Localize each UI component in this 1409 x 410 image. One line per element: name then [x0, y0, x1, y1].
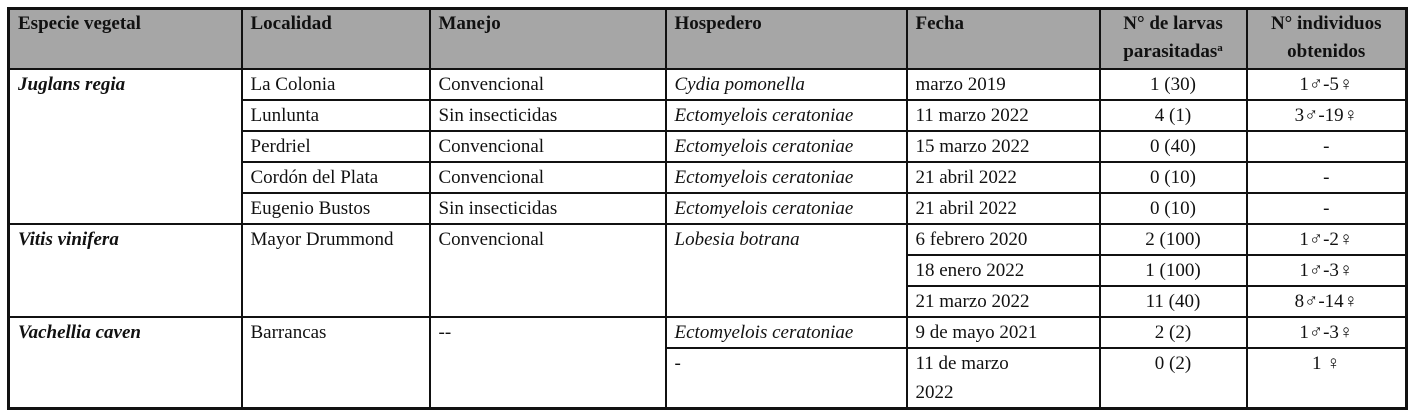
- cell-manejo: --: [430, 317, 666, 409]
- cell-larvas: 0 (40): [1100, 131, 1247, 162]
- cell-larvas: 2 (2): [1100, 317, 1247, 348]
- cell-hospedero: Lobesia botrana: [666, 224, 907, 317]
- cell-fecha: 21 marzo 2022: [907, 286, 1100, 317]
- cell-hospedero: Ectomyelois ceratoniae: [666, 162, 907, 193]
- cell-manejo: Convencional: [430, 69, 666, 100]
- cell-manejo: Convencional: [430, 131, 666, 162]
- cell-individuos: 1♂-3♀: [1247, 255, 1407, 286]
- cell-especie: Vitis vinifera: [9, 224, 242, 317]
- header-individuos: N° individuos obtenidos: [1247, 9, 1407, 70]
- header-larvas-label: N° de larvas parasitadas: [1123, 13, 1223, 62]
- cell-individuos: 8♂-14♀: [1247, 286, 1407, 317]
- cell-individuos: 1♂-3♀: [1247, 317, 1407, 348]
- cell-hospedero: Ectomyelois ceratoniae: [666, 317, 907, 348]
- cell-fecha: 9 de mayo 2021: [907, 317, 1100, 348]
- cell-individuos: 1♂-2♀: [1247, 224, 1407, 255]
- cell-especie: Vachellia caven: [9, 317, 242, 409]
- cell-fecha: 15 marzo 2022: [907, 131, 1100, 162]
- cell-localidad: Cordón del Plata: [242, 162, 430, 193]
- cell-larvas: 0 (10): [1100, 193, 1247, 224]
- cell-fecha: 21 abril 2022: [907, 193, 1100, 224]
- cell-especie: Juglans regia: [9, 69, 242, 224]
- cell-larvas: 11 (40): [1100, 286, 1247, 317]
- cell-individuos: 3♂-19♀: [1247, 100, 1407, 131]
- cell-larvas: 4 (1): [1100, 100, 1247, 131]
- cell-manejo: Sin insecticidas: [430, 100, 666, 131]
- table-row: [9, 69, 1407, 100]
- header-row: [9, 9, 1407, 70]
- footnote-marker: a: [1217, 42, 1223, 54]
- cell-hospedero: Ectomyelois ceratoniae: [666, 100, 907, 131]
- cell-manejo: Convencional: [430, 224, 666, 317]
- cell-individuos: 1 ♀: [1247, 348, 1407, 409]
- header-localidad: Localidad: [242, 9, 430, 70]
- results-table: [7, 7, 1408, 410]
- cell-hospedero: -: [666, 348, 907, 409]
- cell-larvas: 2 (100): [1100, 224, 1247, 255]
- cell-fecha: marzo 2019: [907, 69, 1100, 100]
- header-larvas: [1100, 9, 1247, 70]
- cell-individuos: -: [1247, 131, 1407, 162]
- cell-larvas: 0 (10): [1100, 162, 1247, 193]
- header-especie: Especie vegetal: [9, 9, 242, 70]
- cell-fecha: 11 marzo 2022: [907, 100, 1100, 131]
- cell-hospedero: Cydia pomonella: [666, 69, 907, 100]
- cell-individuos: 1♂-5♀: [1247, 69, 1407, 100]
- cell-manejo: Sin insecticidas: [430, 193, 666, 224]
- cell-larvas: 0 (2): [1100, 348, 1247, 409]
- cell-individuos: -: [1247, 162, 1407, 193]
- table-row: [9, 224, 1407, 255]
- cell-larvas: 1 (30): [1100, 69, 1247, 100]
- cell-individuos: -: [1247, 193, 1407, 224]
- cell-localidad: Perdriel: [242, 131, 430, 162]
- cell-hospedero: Ectomyelois ceratoniae: [666, 131, 907, 162]
- header-hospedero: Hospedero: [666, 9, 907, 70]
- table-row: [9, 317, 1407, 348]
- cell-localidad: Eugenio Bustos: [242, 193, 430, 224]
- cell-localidad: La Colonia: [242, 69, 430, 100]
- header-fecha: Fecha: [907, 9, 1100, 70]
- cell-fecha: 21 abril 2022: [907, 162, 1100, 193]
- cell-localidad: Barrancas: [242, 317, 430, 409]
- cell-fecha: 6 febrero 2020: [907, 224, 1100, 255]
- header-manejo: Manejo: [430, 9, 666, 70]
- cell-hospedero: Ectomyelois ceratoniae: [666, 193, 907, 224]
- cell-fecha: 18 enero 2022: [907, 255, 1100, 286]
- cell-localidad: Lunlunta: [242, 100, 430, 131]
- cell-fecha: 11 de marzo 2022: [907, 348, 1100, 409]
- cell-manejo: Convencional: [430, 162, 666, 193]
- cell-localidad: Mayor Drummond: [242, 224, 430, 317]
- cell-larvas: 1 (100): [1100, 255, 1247, 286]
